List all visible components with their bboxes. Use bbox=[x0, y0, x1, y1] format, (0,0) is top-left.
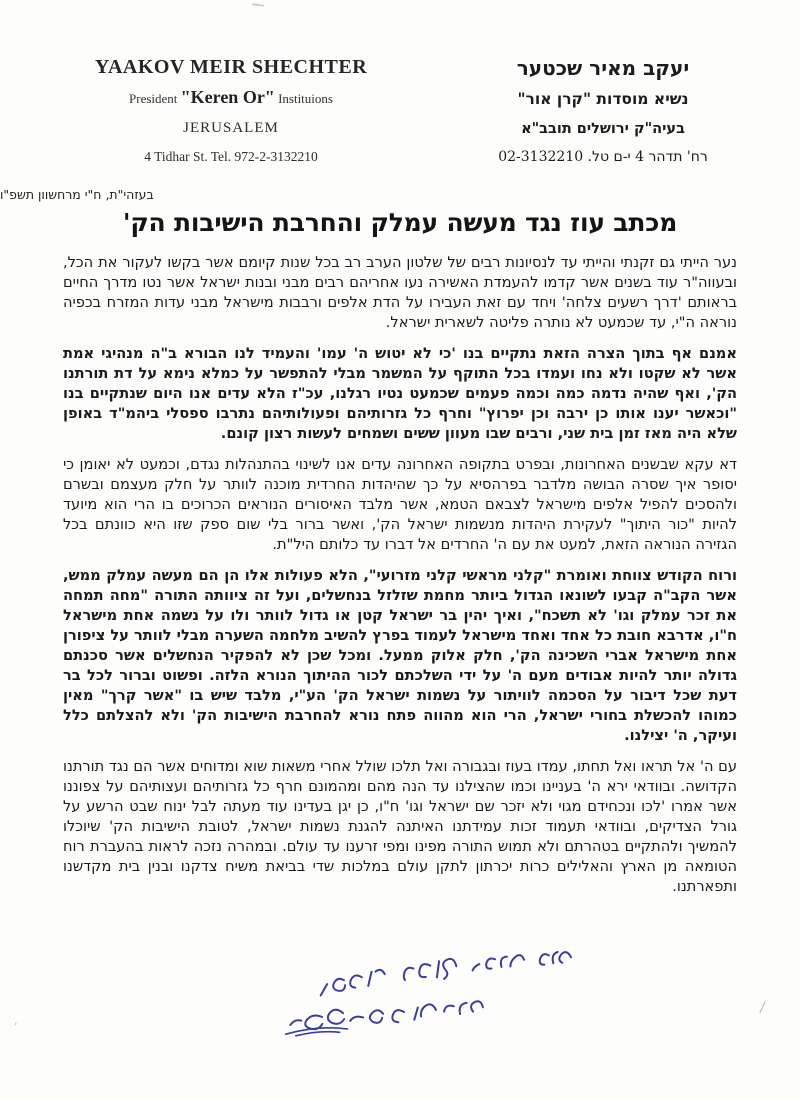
signature-line-1 bbox=[319, 951, 572, 995]
letterhead-english bbox=[66, 52, 396, 170]
letter-body bbox=[63, 253, 737, 897]
letter-paragraph: אמנם אף בתוך הצרה הזאת נתקיים בנו 'כי לא יטוש ה' עמו' והעמיד לנו הבורא ב"ה מנהיגי אמת אשר לא שקטו ולא נחו ועמדו בכל התוקף על המשמר מבלי להתפשר על כמלא נימא על דת תורתנו הק', ואף שהיה נדמה כמה וכמה פעמים שכמעט נטיו רגלנו, עכ"ז הלא עדים אנו היום שנתקיים בנו "וכאשר יענו אותו כן ירבה וכן יפרוץ" וחרף כל גזרותיהם ופעולותיהם נתרבו ספסלי ביהמ"ד באופן שלא היה מאז זמן בית שני, ורבים שבו מעוון ששים ושמחים לעשות רצון קונם. bbox=[63, 345, 737, 442]
sender-city-hebrew: בעיה"ק ירושלים תובב"א bbox=[521, 120, 685, 137]
sender-city-english: JERUSALEM bbox=[183, 120, 279, 136]
letter-title: מכתב עוז נגד מעשה עמלק והחרבת הישיבות הק' bbox=[122, 208, 678, 237]
handwritten-signature bbox=[225, 950, 585, 1045]
sender-name-english: YAAKOV MEIR SHECHTER bbox=[94, 56, 368, 78]
title-suffix: Instituions bbox=[278, 91, 333, 106]
sender-address-hebrew: רח' תדהר 4 י-ם טל. 02-3132210 bbox=[498, 149, 708, 165]
sender-name-hebrew: יעקב מאיר שכטער bbox=[516, 56, 690, 80]
scan-artifact-slash: / bbox=[758, 997, 767, 1017]
sender-title-english bbox=[66, 82, 396, 114]
letter-paragraph: עם ה' אל תראו ואל תחתו, עמדו בעוז ובגבורה ואל תלכו שולל אחרי משאות שוא ומדוחים אשר הם נגד תורתנו הקדושה. ובוודאי ירא ה' בעניינו וכמו שהצילנו עד הנה מהם ומהמונם חרף כל גזרותיהם ועצותיהם על צפוננו אשר אמרו 'לכו ונכחידם מגוי ולא יזכר שם ישראל וגו' ח"ו, כן יגן בעדינו עוד מעתה לבל ינוח שבט הרשע על גורל הצדיקים, ובוודאי תעמוד זכות עמידתנו האיתנה להגנת נשמות ישראל, לטובת הישיבות הק' שיוכלו להמשיך ולהתקיים בטהרתם ולא תמוש התורה מפינו ומפי זרענו עד עולם. ובמהרה נזכה לראות בהעברת רוח הטומאה מן הארץ והאלילים כרות יכרתון לתקן עולם במלכות שדי בביאת משיח צדקנו ובנין בית מקדשנו ותפארתנו. bbox=[63, 758, 737, 895]
organization-name-english: "Keren Or" bbox=[180, 87, 275, 107]
sender-address-english: 4 Tidhar St. Tel. 972-2-3132210 bbox=[144, 149, 318, 164]
letter-paragraph: נער הייתי גם זקנתי והייתי עד לנסיונות רבים של שלטון הערב רב בכל שנות קיומם אשר בקשו לעקור את הכל, ובעווה"ר עוד בשנים אשר קדמו להעמדת האשירה נעו אחריהם רבים מבני ובנות ישראל אשר נטו מדרך החיים בראותם 'דרך רשעים צלחה' ויחד עם זאת העבירו על הדת אלפים ורבבות מישראל מבני עדות המזרח בכפיה נוראה ה"י, עד שכמעט לא נותרה פליטה לשארית ישראל. bbox=[63, 254, 737, 331]
letter-paragraph: דא עקא שבשנים האחרונות, ובפרט בתקופה האחרונה עדים אנו לשינוי בהתנהלות נגדם, וכמעט לא יאומן כי יסופר איך שסרה הבושה מלדבר בפרהסיא על כך שהיהדות החרדית מוכנה לוותר על חלק מעצמם ובשרם ולהסכים להפיל אלפים מישראל לצבאם הטמא, אשר מלבד האיסורים הנוראים הכרוכים בו הרי הוא מיועד להיות "כור היתוך" לעקירת היהדות מנשמות ישראל הק', ואשר ברור בלי שום ספק שזו היא כוונתם בכל הגזירה הנוראה הזאת, למעט את עם ה' החרדים אל דברו עד כלותם היל"ת. bbox=[63, 456, 737, 553]
sender-title-hebrew: נשיא מוסדות "קרן אור" bbox=[517, 89, 689, 108]
dateline: בעזהי"ת, ח"י מרחשוון תשפ"ו bbox=[0, 187, 154, 202]
letterhead bbox=[0, 0, 800, 171]
letterhead-hebrew bbox=[478, 52, 728, 171]
scan-artifact-speck: , bbox=[14, 1014, 18, 1027]
signature-line-2 bbox=[285, 1001, 484, 1036]
title-prefix: President bbox=[129, 91, 178, 106]
letter-paragraph: ורוח הקודש צווחת ואומרת "קלני מראשי קלני מזרועי", הלא פעולות אלו הן הם מעשה עמלק ממש, אשר הקב"ה קבעו לשונאו הגדול ביותר מחמת שזלזל בנחשלים, ועל זה ציוותה התורה "מחה תמחה את זכר עמלק וגו' לא תשכח", ואיך יהין בר ישראל קטן או גדול לוותר ולו על נשמה אחת מישראל ח"ו, אדרבא חובת כל אחד ואחד מישראל לעמוד בפרץ להשיב מלחמה השערה מבלי לוותר על ציפורן אחת מישראל אברי השכינה הק', חלק אלוק ממעל. ומכל שכן לא להפקיר הנחשלים אשר סכנתם גדולה יותר להיות אבודים מעם ה' על ידי השלכתם לכור ההיתוך הנורא הלזה. ופשוט וברור לכל בר דעת שכל דיבור על הסכמה לוויתור על נשמות ישראל הק' הע"י, מלבד שיש בו "אשר קרך" מאין כמוהו להכשלת בחורי ישראל, הרי הוא מהווה פתח נורא להחרבת הישיבות הק' ולא להצלתם כלל ועיקר, ה' יצילנו. bbox=[63, 567, 737, 744]
